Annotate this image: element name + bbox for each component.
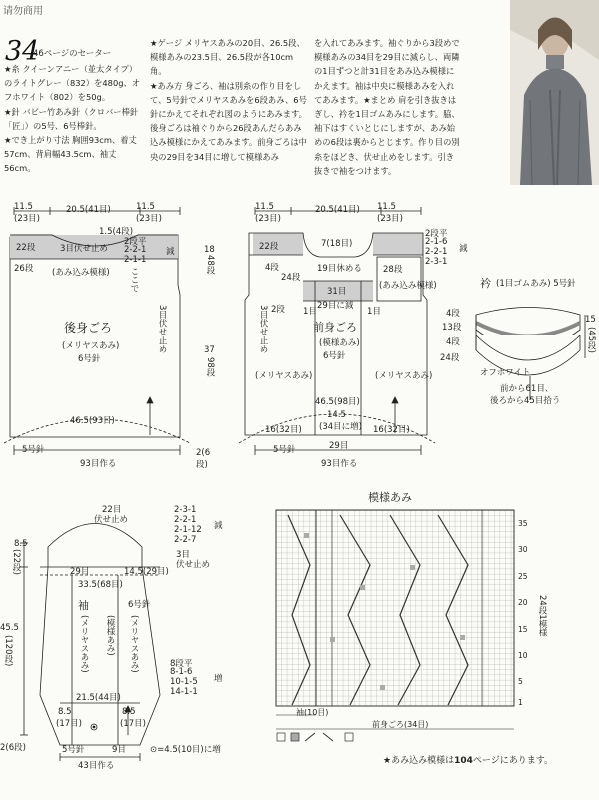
front-sts1: 1目 xyxy=(303,307,317,317)
front-center-29: 29目 xyxy=(329,441,349,451)
back-sep: ここで xyxy=(129,267,139,293)
back-dec-2: 2-1-1 xyxy=(124,255,147,265)
front-name: 前身ごろ xyxy=(313,321,357,334)
sleeve-dec-c: 2-1-12 xyxy=(174,525,202,535)
sleeve-arm-bo2: 伏せ止め xyxy=(176,560,211,570)
collar-off-white: オフホワイト xyxy=(480,368,531,378)
instructions-col3: を入れてあみます。袖ぐりから3段めで模様あみの34目を29目に減らし、両隣の1目ずつと計31目をあみ込み模様にかえます。袖は中央に模様あみを入れてあみます。★まとめ 肩を引き抜きはぎし、衿を1目ゴムあみにします。脇、袖下はすくいとじにしますが、あみ始めの6段は裏からとじます。作り目の別糸をほどき、伏せ止めをします。引き抜きで袖をつけます。 xyxy=(314,38,460,176)
sleeve-cap-r: 14.5(29目) xyxy=(124,567,169,577)
chart-row-25: 25 xyxy=(518,572,528,581)
back-bottom-width: 46.5(93目) xyxy=(70,416,115,426)
pattern-number: 34 xyxy=(5,36,40,67)
front-dec-1: 2段平 xyxy=(425,229,448,239)
sleeve-inc-1: 8段平 xyxy=(170,659,193,669)
sleeve-hem-rows: 2(6段) xyxy=(0,743,26,753)
sleeve-center9: 9目 xyxy=(112,745,126,755)
sleeve-top-bo: 22目 xyxy=(102,505,122,515)
front-top-left-sts: (23目) xyxy=(255,214,281,224)
back-needle: 6号針 xyxy=(78,354,101,364)
sleeve-stitch-r: (メリヤスあみ) xyxy=(129,615,139,673)
footer-page: 104 xyxy=(454,756,473,766)
sleeve-dec-a: 2-3-1 xyxy=(174,505,197,515)
back-dec-word: 減 xyxy=(166,247,175,257)
sleeve-arm-bo: 3目 xyxy=(176,550,190,560)
sleeve-top-bo2: 伏せ止め xyxy=(94,515,129,525)
front-sts1b: 1目 xyxy=(367,307,381,317)
sleeve-dec-b: 2-2-1 xyxy=(174,515,197,525)
sleeve-len-rows: (120段) xyxy=(3,635,13,667)
back-top-left: 11.5 xyxy=(14,202,33,212)
chart-row-1: 1 xyxy=(518,698,523,707)
sleeve-cuff-r: 8.5 xyxy=(122,707,136,717)
front-top-right: 11.5 xyxy=(377,202,396,212)
collar-height: 15 xyxy=(585,315,596,325)
pattern-chart-grid xyxy=(270,505,520,740)
back-arm-bo: 3目伏せ止め xyxy=(157,305,167,353)
front-neck-center: 7(18目) xyxy=(321,239,353,249)
front-dec-2: 2-1-6 xyxy=(425,237,448,247)
chart-row-35: 35 xyxy=(518,519,528,528)
front-rest19: 19目休める xyxy=(317,264,362,274)
chart-body-label: 前身ごろ(34目) xyxy=(372,720,429,729)
back-top-right: 11.5 xyxy=(136,202,155,212)
front-rows4: 4段 xyxy=(265,263,279,273)
back-cast-on: 93目作る xyxy=(80,459,117,469)
sleeve-left-rows: (22段) xyxy=(11,549,21,575)
chart-row-30: 30 xyxy=(518,545,528,554)
front-pattern-tag: (あみ込み模様) xyxy=(379,281,437,291)
sleeve-cuff-l-sts: (17目) xyxy=(56,719,82,729)
sleeve-inc-4: 14-1-1 xyxy=(170,687,198,697)
pattern-title: 46ページのセーター xyxy=(33,49,112,59)
back-side-h3: 2(6段) xyxy=(196,448,211,470)
front-rows22: 22段 xyxy=(259,242,279,252)
back-top-left-sts: (23目) xyxy=(14,214,40,224)
back-rows22: 22段 xyxy=(16,243,36,253)
sleeve-note: ⊙=4.5(10目)に増 xyxy=(150,745,221,755)
collar-subtitle: (1目ゴムあみ) 5号針 xyxy=(496,279,576,289)
sleeve-width: 33.5(68目) xyxy=(78,580,123,590)
back-hem-needle: 5号針 xyxy=(22,445,45,455)
footer-suffix: ページにあります。 xyxy=(472,756,553,766)
chart-row-20: 20 xyxy=(518,598,528,607)
front-top-mid: 20.5(41目) xyxy=(315,205,360,215)
sleeve-dec-word: 減 xyxy=(214,521,223,531)
sleeve-inc-word: 増 xyxy=(214,674,223,684)
back-side-h1: 18 xyxy=(204,245,215,255)
front-hem-needle: 5号針 xyxy=(273,445,296,455)
front-arm-bo: 3目伏せ止め xyxy=(258,305,268,353)
back-dec-1: 2-2-1 xyxy=(124,245,147,255)
collar-title: 衿 xyxy=(480,277,491,290)
sleeve-cast-on: 43目作る xyxy=(78,761,115,771)
back-side-h2: 37 xyxy=(204,345,215,355)
back-pattern-band: (あみ込み模様) xyxy=(52,268,110,278)
collar-pick1: 前から61目、 xyxy=(500,384,554,394)
front-side-l: 16(32目) xyxy=(265,425,302,435)
collar-height-rows: (45段) xyxy=(586,327,596,353)
sleeve-left-h: 8.5 xyxy=(14,539,28,549)
sleeve-name: 袖 xyxy=(78,599,89,612)
collar-rows4a: 4段 xyxy=(446,309,460,319)
front-center-width: 14.5 xyxy=(327,410,346,420)
sleeve-pattern: (模様あみ) xyxy=(105,615,115,656)
chart-legend-symbols xyxy=(275,730,385,746)
chart-sleeve-label: 袖(10目) xyxy=(296,708,329,717)
collar-pick2: 後ろから45目拾う xyxy=(490,396,561,406)
front-dec-3: 2-2-1 xyxy=(425,247,448,257)
front-top-left: 11.5 xyxy=(255,202,274,212)
sleeve-inc-2: 8-1-6 xyxy=(170,667,193,677)
collar-rows4b: 4段 xyxy=(446,337,460,347)
sleeve-stitch-l: (メリヤスあみ) xyxy=(79,615,89,673)
sleeve-cuff-r-sts: (17目) xyxy=(120,719,146,729)
back-dec-head: 2段平 xyxy=(124,237,147,247)
back-top-mid: 20.5(41目) xyxy=(66,205,111,215)
front-stitch-r: (メリヤスあみ) xyxy=(375,371,433,381)
front-dec-word: 減 xyxy=(459,244,468,254)
footer-prefix: ★あみ込み模様は xyxy=(383,756,455,766)
back-bind-off: 3目伏せ止め xyxy=(60,244,108,254)
collar-rows24: 24段 xyxy=(440,353,460,363)
front-col31: 31目 xyxy=(327,287,347,297)
back-neck-dec: 1.5(4段) xyxy=(99,227,134,237)
back-name: 後身ごろ xyxy=(64,321,113,335)
watermark-text: 请勿商用 xyxy=(3,6,43,17)
chart-title: 模様あみ xyxy=(368,491,412,504)
sleeve-hem-needle: 5号針 xyxy=(62,745,85,755)
chart-row-15: 15 xyxy=(518,625,528,634)
model-photo xyxy=(510,0,599,185)
back-top-right-sts: (23目) xyxy=(136,214,162,224)
front-side-r: 16(32目) xyxy=(373,425,410,435)
chart-row-5: 5 xyxy=(518,677,523,686)
sleeve-cuff: 21.5(44目) xyxy=(76,693,121,703)
footer-note xyxy=(383,753,553,766)
chart-repeat: 24段1模様 xyxy=(537,595,547,637)
front-stitch-l: (メリヤスあみ) xyxy=(255,371,313,381)
instructions-col2: ★ゲージ メリヤスあみの20目、26.5段、模様あみの23.5目、26.5段が各10cm角。 ★あみ方 身ごろ、袖は別糸の作り目をして、5号針でメリヤスあみを6段あみ、6号針にかえてそれぞれ図のようにあみます。後身ごろは袖ぐりから26段あんだらあみ込み模様にかえてあみます。前身ごろは中央の29目を34目に増して模様あみ xyxy=(150,38,307,162)
front-top-right-sts: (23目) xyxy=(377,214,403,224)
front-rows2: 2段 xyxy=(271,305,285,315)
front-center-sts: (34目に増) xyxy=(319,422,362,432)
sleeve-len: 45.5 xyxy=(0,623,19,633)
front-needle: 6号針 xyxy=(323,351,346,361)
sleeve-inc-3: 10-1-5 xyxy=(170,677,198,687)
front-bottom-width: 46.5(98目) xyxy=(315,397,360,407)
sleeve-cuff-l: 8.5 xyxy=(58,707,72,717)
sleeve-cap-l: 29目 xyxy=(70,567,90,577)
back-side-h1-rows: 48段 xyxy=(205,255,215,275)
front-pattern: (模様あみ) xyxy=(319,338,360,348)
collar-rows13: 13段 xyxy=(442,323,462,333)
front-rows24: 24段 xyxy=(281,273,301,283)
back-rows26: 26段 xyxy=(14,264,34,274)
front-rows28: 28段 xyxy=(383,265,403,275)
front-dec29: 29目に減 xyxy=(317,301,354,311)
chart-row-10: 10 xyxy=(518,651,528,660)
back-stitch: (メリヤスあみ) xyxy=(62,341,120,351)
instructions-col1: ★糸 クイーンアニー（並太タイプ）のライトグレー（832）を480g、オフホワイト（802）を50g。 ★針 バビー竹あみ針（クロバー棒針「匠」）の5号、6号棒針。 ★でき上がり寸法 胸囲93cm、着丈57cm、背肩幅43.5cm、袖丈56cm。 xyxy=(4,64,141,174)
front-dec-4: 2-3-1 xyxy=(425,257,448,267)
sleeve-dec-d: 2-2-7 xyxy=(174,535,197,545)
front-cast-on: 93目作る xyxy=(321,459,358,469)
sleeve-needle: 6号針 xyxy=(128,600,151,610)
back-side-h2-rows: 98段 xyxy=(205,357,215,377)
